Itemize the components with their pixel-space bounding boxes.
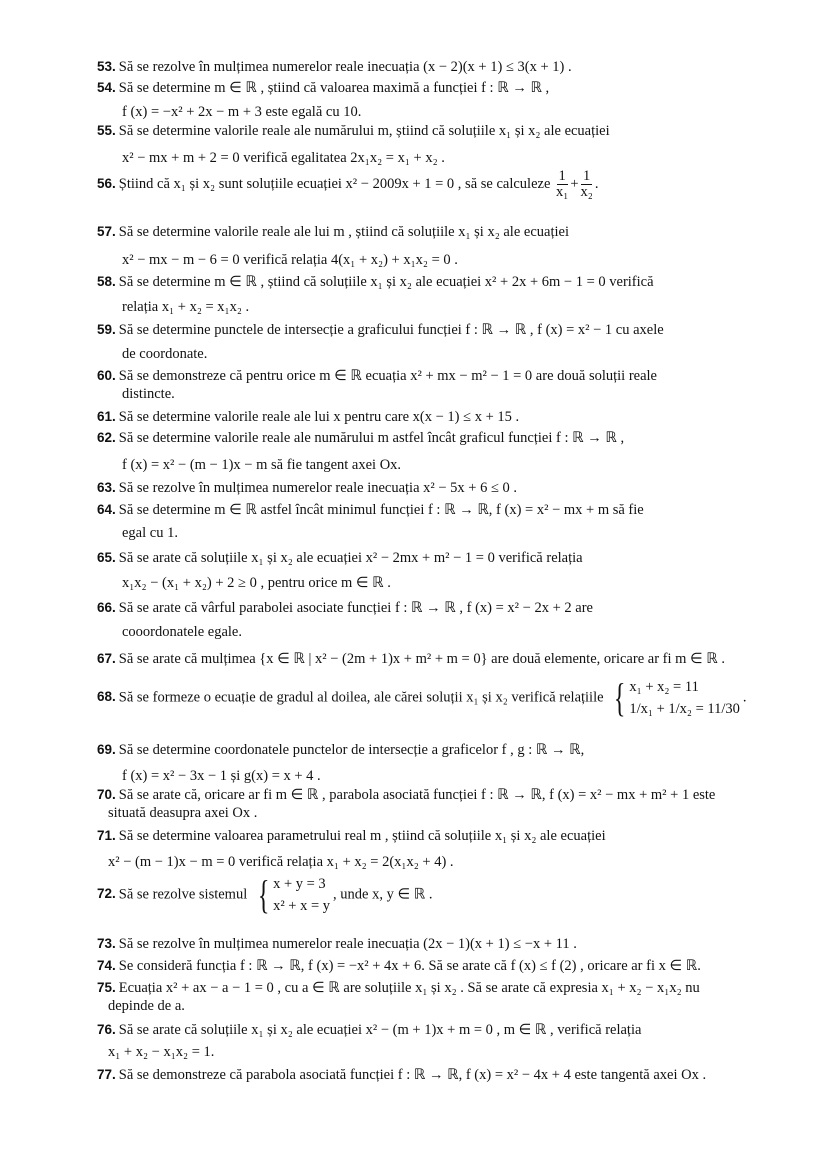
problem-text: Să se determine m ∈ ℝ , știind că soluțiile x₁ și x₂ ale ecuației x² + 2x + 6m − 1 = 0 verifică bbox=[118, 274, 654, 290]
problem-number: 67. bbox=[97, 651, 116, 666]
problem-number: 73. bbox=[97, 936, 116, 951]
problem-56 bbox=[97, 169, 598, 200]
problem-number: 57. bbox=[97, 224, 116, 239]
problem-text: . bbox=[594, 175, 599, 192]
problem-text: Să se arate că vârful parabolei asociate funcției f : ℝ → ℝ , f (x) = x² − 2x + 2 are bbox=[118, 600, 593, 616]
problem-71 bbox=[97, 827, 606, 845]
problem-text: x² − mx + m + 2 = 0 verifică egalitatea 2x₁x₂ = x₁ + x₂ . bbox=[122, 150, 445, 166]
problem-text: Să se determine valorile reale ale lui x pentru care x(x − 1) ≤ x + 15 . bbox=[118, 409, 520, 425]
problem-68 bbox=[97, 676, 747, 720]
problem-text: cooordonatele egale. bbox=[122, 624, 242, 640]
problem-number: 61. bbox=[97, 409, 116, 424]
problem-text: Să se determine m ∈ ℝ , știind că valoarea maximă a funcției f : ℝ → ℝ , bbox=[118, 80, 550, 96]
problem-text: Să se demonstreze că pentru orice m ∈ ℝ ecuația x² + mx − m² − 1 = 0 are două soluții reale bbox=[118, 368, 657, 384]
problem-67 bbox=[97, 650, 725, 668]
problem-77 bbox=[97, 1066, 706, 1084]
problem-text: Să se determine valorile reale ale numărului m, știind că soluțiile x₁ și x₂ ale ecuației bbox=[118, 123, 610, 139]
problem-continuation bbox=[122, 251, 458, 269]
problem-65 bbox=[97, 549, 583, 567]
problem-continuation bbox=[122, 767, 321, 785]
problem-number: 63. bbox=[97, 480, 116, 495]
system-equation: x₁ + x₂ = 11 bbox=[629, 679, 699, 695]
problem-74 bbox=[97, 957, 701, 975]
problem-53 bbox=[97, 58, 572, 76]
problem-continuation bbox=[122, 623, 242, 641]
problem-number: 74. bbox=[97, 958, 116, 973]
problem-60 bbox=[97, 367, 657, 385]
problem-text: Să se rezolve în mulțimea numerelor reale inecuația x² − 5x + 6 ≤ 0 . bbox=[118, 480, 518, 496]
problem-66 bbox=[97, 599, 593, 617]
problem-text: x₁x₂ − (x₁ + x₂) + 2 ≥ 0 , pentru orice m ∈ ℝ . bbox=[122, 575, 391, 591]
problem-number: 69. bbox=[97, 742, 116, 757]
problem-number: 72. bbox=[97, 886, 116, 902]
problem-text: Să se arate că mulțimea {x ∈ ℝ | x² − (2m + 1)x + m² + m = 0} are două elemente, oricare ar fi m ∈ ℝ . bbox=[118, 651, 726, 667]
problem-continuation bbox=[122, 298, 249, 316]
problem-text: Știind că x₁ și x₂ sunt soluțiile ecuației x² − 2009x + 1 = 0 , să se calculeze bbox=[118, 175, 555, 192]
problem-text: de coordonate. bbox=[122, 346, 208, 362]
problem-text: distincte. bbox=[122, 386, 175, 402]
problem-continuation bbox=[122, 149, 445, 167]
problem-text: . bbox=[742, 689, 747, 706]
problem-text: + bbox=[570, 175, 579, 192]
problem-73 bbox=[97, 935, 577, 953]
problem-text: f (x) = x² − 3x − 1 și g(x) = x + 4 . bbox=[122, 768, 321, 784]
problem-number: 68. bbox=[97, 689, 116, 705]
problem-text: Să se arate că soluțiile x₁ și x₂ ale ecuației x² − (m + 1)x + m = 0 , m ∈ ℝ , verifică relația bbox=[118, 1022, 642, 1038]
problem-text: , unde x, y ∈ ℝ . bbox=[333, 886, 433, 903]
problem-text: x² − (m − 1)x − m = 0 verifică relația x₁ + x₂ = 2(x₁x₂ + 4) . bbox=[108, 854, 454, 870]
problem-continuation bbox=[108, 997, 185, 1015]
problem-number: 60. bbox=[97, 368, 116, 383]
problem-61 bbox=[97, 408, 519, 426]
problem-continuation bbox=[108, 804, 257, 822]
problem-text: Să se determine coordonatele punctelor de intersecție a graficelor f , g : ℝ → ℝ, bbox=[118, 742, 585, 758]
problem-text: Să se demonstreze că parabola asociată funcției f : ℝ → ℝ, f (x) = x² − 4x + 4 este tangentă axei Ox . bbox=[118, 1067, 707, 1083]
problem-continuation bbox=[122, 456, 401, 474]
problem-76 bbox=[97, 1021, 641, 1039]
problem-62 bbox=[97, 429, 624, 447]
problem-64 bbox=[97, 501, 644, 519]
problem-text: Să se rezolve în mulțimea numerelor reale inecuația (2x − 1)(x + 1) ≤ −x + 11 . bbox=[118, 936, 577, 952]
problem-text: x₁ + x₂ − x₁x₂ = 1. bbox=[108, 1044, 215, 1060]
problem-text: Se consideră funcția f : ℝ → ℝ, f (x) = −x² + 4x + 6. Să se arate că f (x) ≤ f (2) , oricare ar fi x ∈ ℝ. bbox=[118, 958, 701, 974]
problem-number: 64. bbox=[97, 502, 116, 517]
problem-63 bbox=[97, 479, 517, 497]
problem-number: 53. bbox=[97, 59, 116, 74]
problem-text: Să se rezolve în mulțimea numerelor reale inecuația (x − 2)(x + 1) ≤ 3(x + 1) . bbox=[118, 59, 572, 75]
numerator: 1 bbox=[558, 168, 566, 184]
fraction bbox=[581, 169, 593, 200]
problem-text: f (x) = −x² + 2x − m + 3 este egală cu 10. bbox=[122, 104, 362, 120]
problem-text: relația x₁ + x₂ = x₁x₂ . bbox=[122, 299, 250, 315]
problem-number: 75. bbox=[97, 980, 116, 995]
problem-number: 66. bbox=[97, 600, 116, 615]
problem-57 bbox=[97, 223, 569, 241]
problem-continuation bbox=[122, 385, 175, 403]
system-equation: x + y = 3 bbox=[273, 876, 326, 892]
system-equation: 1/x₁ + 1/x₂ = 11/30 bbox=[629, 701, 740, 717]
problem-72 bbox=[97, 873, 432, 917]
system-rows bbox=[273, 873, 330, 917]
problem-text: depinde de a. bbox=[108, 998, 185, 1014]
problem-number: 58. bbox=[97, 274, 116, 289]
problem-number: 70. bbox=[97, 787, 116, 802]
problem-text: situată deasupra axei Ox . bbox=[108, 805, 258, 821]
problem-text: x² − mx − m − 6 = 0 verifică relația 4(x₁ + x₂) + x₁x₂ = 0 . bbox=[122, 252, 458, 268]
denominator: x₂ bbox=[580, 184, 593, 200]
problem-continuation bbox=[122, 574, 391, 592]
problem-55 bbox=[97, 122, 610, 140]
problem-text: Să se arate că, oricare ar fi m ∈ ℝ , parabola asociată funcției f : ℝ → ℝ, f (x) = x² − mx + m² + 1 este bbox=[118, 787, 716, 803]
problem-continuation bbox=[122, 524, 178, 542]
problem-text: Să se arate că soluțiile x₁ și x₂ ale ecuației x² − 2mx + m² − 1 = 0 verifică relația bbox=[118, 550, 583, 566]
problem-number: 62. bbox=[97, 430, 116, 445]
problem-continuation bbox=[108, 1043, 214, 1061]
brace-icon: { bbox=[614, 675, 626, 720]
problem-75 bbox=[97, 979, 700, 997]
problem-number: 56. bbox=[97, 175, 116, 191]
problem-text: Să se determine valorile reale ale numărului m astfel încât graficul funcției f : ℝ → ℝ , bbox=[118, 430, 625, 446]
problem-text: f (x) = x² − (m − 1)x − m să fie tangent axei Ox. bbox=[122, 457, 402, 473]
problem-text: Să se determine valorile reale ale lui m , știind că soluțiile x₁ și x₂ ale ecuației bbox=[118, 224, 569, 240]
brace-icon: { bbox=[257, 872, 270, 917]
problem-text: Să se determine m ∈ ℝ astfel încât minimul funcției f : ℝ → ℝ, f (x) = x² − mx + m să fie bbox=[118, 502, 644, 518]
problem-number: 65. bbox=[97, 550, 116, 565]
problem-continuation bbox=[122, 345, 207, 363]
problem-continuation bbox=[122, 103, 361, 121]
problem-text: Să se determine punctele de intersecție a graficului funcției f : ℝ → ℝ , f (x) = x² − 1 cu axele bbox=[118, 322, 664, 338]
problem-58 bbox=[97, 273, 654, 291]
problem-number: 54. bbox=[97, 80, 116, 95]
problem-number: 59. bbox=[97, 322, 116, 337]
problem-59 bbox=[97, 321, 664, 339]
problem-text: Să se determine valoarea parametrului real m , știind că soluțiile x₁ și x₂ ale ecuației bbox=[118, 828, 606, 844]
fraction bbox=[556, 169, 568, 200]
problem-69 bbox=[97, 741, 584, 759]
problem-text: Să se rezolve sistemul bbox=[118, 886, 251, 903]
denominator: x₁ bbox=[556, 184, 569, 200]
equation-system bbox=[254, 873, 330, 917]
problem-text: egal cu 1. bbox=[122, 525, 178, 541]
equation-system bbox=[610, 676, 740, 720]
system-equation: x² + x = y bbox=[273, 898, 331, 914]
system-rows bbox=[629, 676, 740, 720]
problem-number: 77. bbox=[97, 1067, 116, 1082]
problem-number: 55. bbox=[97, 123, 116, 138]
problem-number: 76. bbox=[97, 1022, 116, 1037]
problem-text: Ecuația x² + ax − a − 1 = 0 , cu a ∈ ℝ are soluțiile x₁ și x₂ . Să se arate că expresia x₁ + x₂ − x₁x₂ nu bbox=[118, 980, 700, 996]
problem-text: Să se formeze o ecuație de gradul al doilea, ale cărei soluții x₁ și x₂ verifică relațiile bbox=[118, 689, 608, 706]
problem-continuation bbox=[108, 853, 454, 871]
problem-70 bbox=[97, 786, 715, 804]
problem-number: 71. bbox=[97, 828, 116, 843]
numerator: 1 bbox=[583, 168, 591, 184]
problem-54 bbox=[97, 79, 549, 97]
